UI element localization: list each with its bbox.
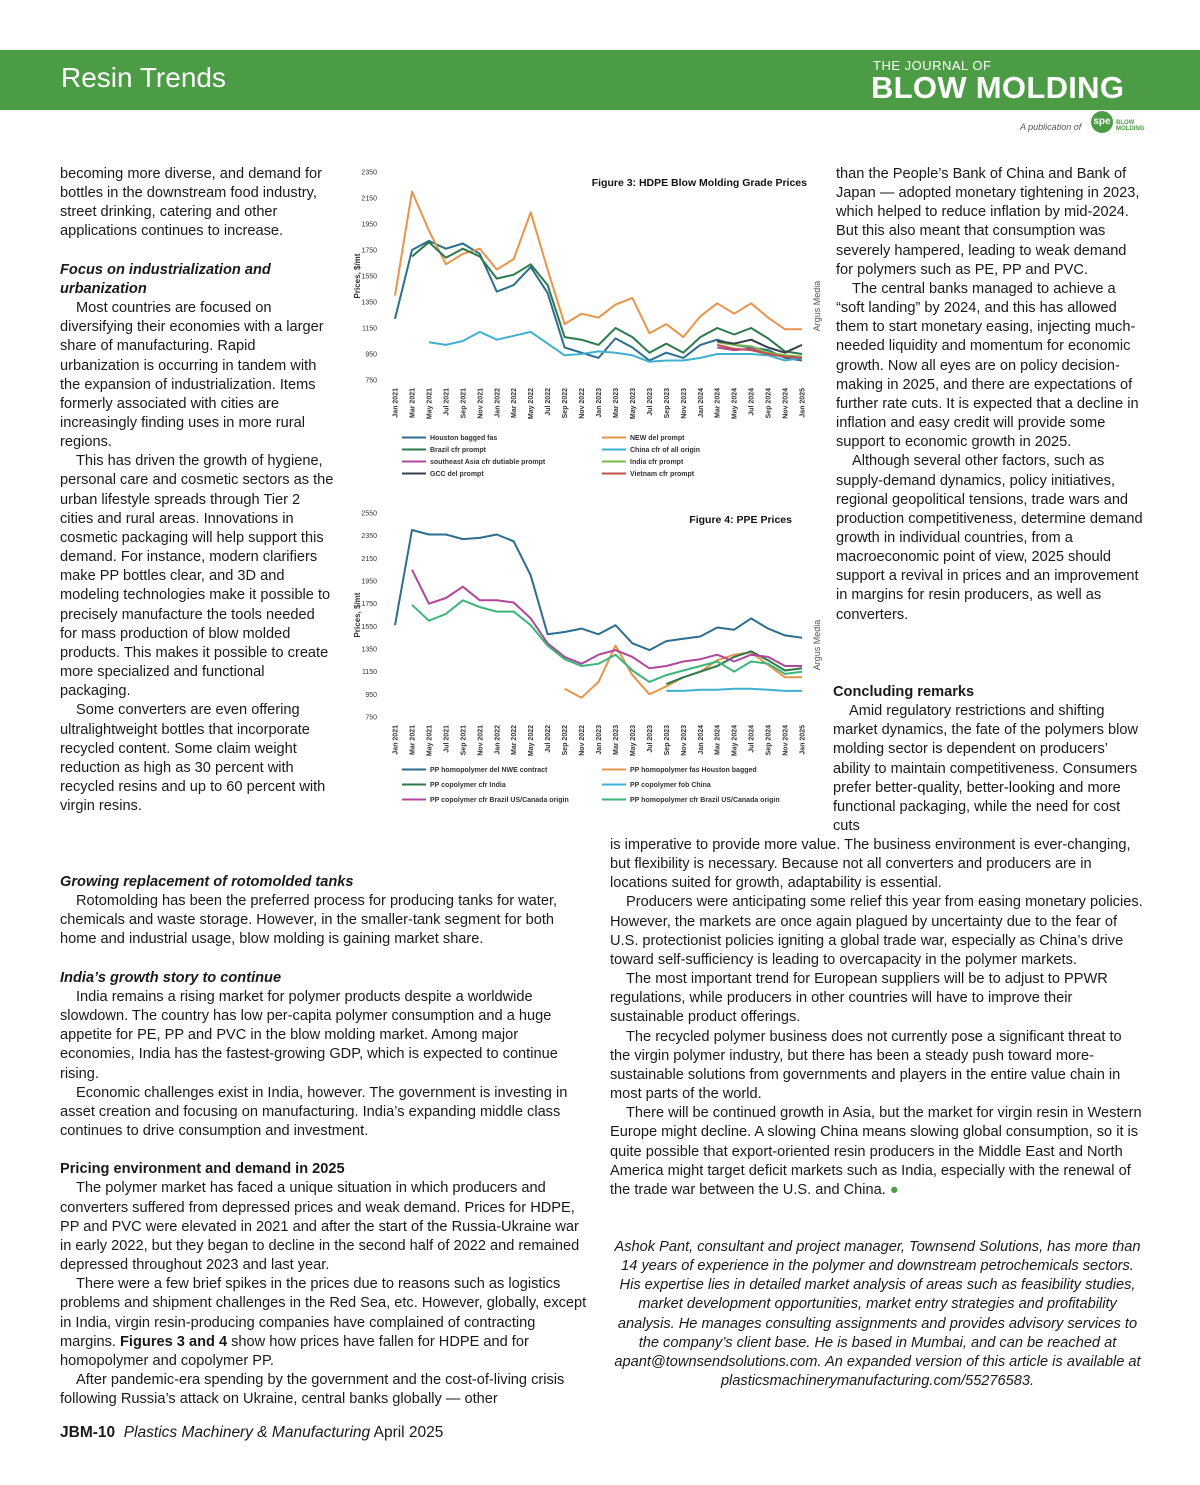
x-tick-label: Jan 2023 <box>596 725 603 755</box>
y-tick-label: 750 <box>365 714 377 722</box>
figure-3-chart <box>340 162 830 492</box>
paragraph: Producers were anticipating some relief this year from easing monetary policies. However, the markets are once again plagued by uncertainty due to the fear of U.S. protectionist policies igniting a global trade war, especially as China’s drive toward self-sufficiency is leading to overcapacity in the polymer markets. <box>610 894 1143 968</box>
paragraph: The central banks managed to achieve a “soft landing” by 2024, and this has allowed them to start monetary easing, injecting much-needed liquidity and momentum for economic growth. Now all eyes are on policy decision-making in 2025, and there are expectations of further rate cuts. It is expected that a decline in inflation and easy credit will provide some support to economic growth in 2025. <box>836 280 1139 451</box>
paragraph: There were a few brief spikes in the prices due to reasons such as logistics problems and shipment challenges in the Red Sea, etc. However, globally, except in India, virgin resin-producing companies have complained of contracting margins. Figures 3 and 4 show how prices have fallen for HDPE and for homopolymer and copolymer PP. <box>60 1276 587 1369</box>
x-tick-label: Jul 2024 <box>748 725 756 753</box>
subheading-pricing: Pricing environment and demand in 2025 <box>60 1161 345 1178</box>
y-axis-label: Prices, $/mt <box>353 592 362 638</box>
subheading-concluding: Concluding remarks <box>833 684 975 700</box>
magazine-name: Plastics Machinery & Manufacturing <box>123 1424 371 1441</box>
x-tick-label: Sep 2022 <box>562 725 570 756</box>
paragraph: becoming more diverse, and demand for bottles in the downstream food industry, street drinking, catering and other applications continues to increase. <box>60 166 323 240</box>
y-tick-label: 1350 <box>361 646 377 654</box>
legend-label: Brazil cfr prompt <box>430 447 487 454</box>
publication-of-label: A publication of <box>1020 122 1082 132</box>
paragraph: Most countries are focused on diversifying their economies with a larger share of manufacturing. Rapid urbanization is occurring in tandem with the expansion of industrialization. Items formerly associated with cities are increasingly finding uses in more rural regions. <box>60 300 324 451</box>
end-mark: ● <box>889 1181 899 1198</box>
y-tick-label: 2550 <box>361 510 377 518</box>
legend-label: PP homopolymer cfr Brazil US/Canada origin <box>630 797 780 804</box>
y-tick-label: 950 <box>365 691 377 699</box>
source-label: Argus Media <box>812 619 822 671</box>
y-tick-label: 2350 <box>361 533 377 541</box>
legend-label: PP homopolymer del NWE contract <box>430 767 548 774</box>
x-tick-label: Jul 2021 <box>443 725 451 753</box>
x-tick-label: Jul 2022 <box>545 388 553 416</box>
chart-title: Figure 4: PPE Prices <box>689 514 792 526</box>
journal-masthead-top: THE JOURNAL OF <box>873 58 992 73</box>
x-tick-label: Nov 2022 <box>579 725 587 756</box>
x-tick-label: May 2021 <box>426 388 434 420</box>
paragraph: India remains a rising market for polymer products despite a worldwide slowdown. The country has low per-capita polymer consumption and a huge appetite for PE, PP and PVC in the blow molding market. Among major economies, India has the fastest-growing GDP, which is expected to continue rising. <box>60 988 558 1082</box>
series-line <box>412 600 802 682</box>
y-tick-label: 2150 <box>361 555 377 563</box>
legend-label: PP homopolymer fas Houston bagged <box>630 767 757 774</box>
x-tick-label: Mar 2024 <box>714 725 722 755</box>
legend-label: PP copolymer fob China <box>630 782 711 789</box>
x-tick-label: Mar 2022 <box>511 388 519 418</box>
y-tick-label: 1550 <box>361 273 377 281</box>
x-tick-label: Jul 2023 <box>646 388 654 416</box>
x-tick-label: Jan 2024 <box>697 388 705 418</box>
author-bio: Ashok Pant, consultant and project manager, Townsend Solutions, has more than 14 years of experience in the polymer and downstream petrochemicals sectors. His expertise lies in detailed market analysis of areas such as feasibility studies, market development opportunities, market entry strategies and profitability analysis. He manages consulting assignments and provides advisory services to the company’s client base. He is based in Mumbai, and can be reached at apant@townsendsolutions.com. An expanded version of this article is available at plasticsmachinerymanufacturing.com/55276583. <box>614 1239 1141 1390</box>
series-line <box>666 689 802 691</box>
paragraph: There will be continued growth in Asia, but the market for virgin resin in Western Europe might decline. A slowing China means slowing global consumption, so it is quite possible that export-oriented resin producers in the Middle East and North America might target deficit markets such as India, especially with the renewal of the trade war between the U.S. and China. ● <box>610 1105 1142 1198</box>
x-tick-label: May 2023 <box>629 388 637 420</box>
x-tick-label: Mar 2021 <box>409 725 417 755</box>
source-label: Argus Media <box>812 280 822 332</box>
y-axis-label: Prices, $/mt <box>353 253 362 299</box>
subheading-focus: Focus on industrialization and urbanization <box>60 261 271 297</box>
x-tick-label: Jan 2025 <box>799 388 807 418</box>
issue-date: April 2025 <box>373 1424 444 1441</box>
page-number: JBM-10 <box>60 1424 116 1441</box>
y-tick-label: 1550 <box>361 623 377 631</box>
paragraph: Although several other factors, such as supply-demand dynamics, policy initiatives, regional geopolitical tensions, trade wars and production competitiveness, determine demand growth in individual countries, from a macroeconomic point of view, 2025 should support a revival in prices and an improvement in margins for resin producers, as well as converters. <box>836 453 1143 623</box>
x-tick-label: May 2022 <box>528 388 536 420</box>
x-tick-label: Nov 2022 <box>579 388 587 419</box>
y-tick-label: 1950 <box>361 221 377 229</box>
spe-logo-text: BLOW MOLDING <box>1116 120 1145 132</box>
x-tick-label: Mar 2023 <box>612 725 620 755</box>
x-tick-label: May 2023 <box>629 725 637 757</box>
x-tick-label: Jul 2021 <box>443 388 451 416</box>
paragraph: The most important trend for European suppliers will be to adjust to PPWR regulations, while producers in other countries will have to improve their sustainable product offerings. <box>610 971 1108 1026</box>
figure-3-svg <box>340 162 830 492</box>
figure-4-chart <box>340 505 830 815</box>
article-column-lower-right <box>610 836 1145 1200</box>
legend-label: India cfr prompt <box>630 459 684 466</box>
x-tick-label: Jan 2022 <box>494 725 502 755</box>
paragraph: Rotomolding has been the preferred process for producing tanks for water, chemicals and waste storage. However, in the smaller-tank segment for both home and industrial usage, blow molding is gaining market share. <box>60 893 558 948</box>
x-tick-label: Mar 2022 <box>511 725 519 755</box>
paragraph: This has driven the growth of hygiene, personal care and cosmetic sectors as the urban lifestyle spreads through Tier 2 cities and rural areas. Innovations in cosmetic packaging will help support this demand. For instance, modern clarifiers make PP bottles clear, and 3D and modeling technologies make it possible to precisely manufacture the tools needed for mass production of blow molded products. This makes it possible to create more specialized and functional packaging. <box>60 453 334 700</box>
series-line <box>666 651 802 684</box>
paragraph: is imperative to provide more value. The business environment is ever-changing, but flexibility is necessary. Because not all converters and producers are in locations suited for growth, adaptability is essential. <box>610 837 1131 892</box>
legend-label: GCC del prompt <box>430 471 484 478</box>
y-tick-label: 1950 <box>361 578 377 586</box>
x-tick-label: Nov 2021 <box>477 725 485 756</box>
paragraph: Some converters are even offering ultralightweight bottles that incorporate recycled content. Some claim weight reduction as high as 30 percent with recycled resins and up to 60 percent with virgin resins. <box>60 702 326 815</box>
legend-label: Vietnam cfr prompt <box>630 471 695 478</box>
article-column-right-concluding <box>833 683 1148 836</box>
x-tick-label: Jul 2022 <box>545 725 553 753</box>
x-tick-label: Jan 2023 <box>596 388 603 418</box>
chart-title: Figure 3: HDPE Blow Molding Grade Prices <box>591 177 807 189</box>
x-tick-label: Nov 2021 <box>477 388 485 419</box>
x-tick-label: Sep 2022 <box>562 388 570 419</box>
article-column-right <box>836 165 1146 625</box>
x-tick-label: Jan 2021 <box>392 388 400 418</box>
x-tick-label: Jan 2022 <box>494 388 502 418</box>
x-tick-label: Sep 2023 <box>663 725 671 756</box>
y-tick-label: 750 <box>365 377 377 385</box>
x-tick-label: Sep 2024 <box>765 388 773 419</box>
legend-label: PP copolymer cfr India <box>430 782 506 789</box>
x-tick-label: Jul 2024 <box>748 388 756 416</box>
x-tick-label: Jan 2021 <box>392 725 400 755</box>
section-title: Resin Trends <box>61 62 226 93</box>
legend-label: NEW del prompt <box>630 435 685 442</box>
page-footer <box>60 1424 443 1442</box>
x-tick-label: Mar 2023 <box>612 388 620 418</box>
x-tick-label: Sep 2021 <box>460 725 468 756</box>
x-tick-label: May 2022 <box>528 725 536 757</box>
y-tick-label: 1750 <box>361 601 377 609</box>
journal-masthead-name: BLOW MOLDING <box>871 70 1125 105</box>
legend-label: southeast Asia cfr dutiable prompt <box>430 459 546 466</box>
x-tick-label: Nov 2023 <box>680 388 688 419</box>
paragraph: After pandemic-era spending by the government and the cost-of-living crisis following Russia’s attack on Ukraine, central banks globally — other <box>60 1372 565 1408</box>
y-tick-label: 1150 <box>361 669 377 677</box>
legend-label: PP copolymer cfr Brazil US/Canada origin <box>430 797 569 804</box>
x-tick-label: Sep 2023 <box>663 388 671 419</box>
x-tick-label: Nov 2023 <box>680 725 688 756</box>
y-tick-label: 1150 <box>361 325 377 333</box>
x-tick-label: Jan 2024 <box>697 725 705 755</box>
x-tick-label: Mar 2021 <box>409 388 417 418</box>
series-line <box>395 192 802 338</box>
paragraph: Economic challenges exist in India, however. The government is investing in asset creation and focusing on manufacturing. India’s expanding middle class continues to drive consumption and investment. <box>60 1084 568 1140</box>
article-column-lower-left <box>60 873 592 1409</box>
y-tick-label: 1750 <box>361 247 377 255</box>
y-tick-label: 1350 <box>361 299 377 307</box>
x-tick-label: Sep 2024 <box>765 725 773 756</box>
subheading-tanks: Growing replacement of rotomolded tanks <box>60 874 354 890</box>
x-tick-label: May 2024 <box>731 725 739 757</box>
subheading-india: India’s growth story to continue <box>60 969 282 986</box>
x-tick-label: Jul 2023 <box>646 725 654 753</box>
figure-4-svg <box>340 505 830 815</box>
figure-reference: Figures 3 and 4 <box>120 1333 228 1350</box>
y-tick-label: 2350 <box>361 169 377 177</box>
x-tick-label: Sep 2021 <box>460 388 468 419</box>
legend-label: Houston bagged fas <box>430 435 498 442</box>
x-tick-label: May 2021 <box>426 725 434 757</box>
y-tick-label: 950 <box>365 351 377 359</box>
y-tick-label: 2150 <box>361 195 377 203</box>
paragraph: than the People’s Bank of China and Bank of Japan — adopted monetary tightening in 2023, which helped to reduce inflation by mid-2024. But this also meant that consumption was severely hampered, leading to weak demand for polymers such as PE, PP and PVC. <box>836 166 1140 278</box>
x-tick-label: May 2024 <box>731 388 739 420</box>
paragraph: The recycled polymer business does not currently pose a significant threat to the virgin polymer industry, but there has been a steady push toward more-sustainable solutions from governments and players in the entire value chain in most parts of the world. <box>610 1028 1122 1103</box>
spe-logo: spe <box>1091 111 1113 133</box>
x-tick-label: Nov 2024 <box>782 725 790 756</box>
x-tick-label: Nov 2024 <box>782 388 790 419</box>
x-tick-label: Mar 2024 <box>714 388 722 418</box>
paragraph: Amid regulatory restrictions and shifting market dynamics, the fate of the polymers blow molding sector is dependent on producers’ ability to maintain competitiveness. Consumers prefer better-quality, better-looking and more functional packaging, while the need for cost cuts <box>833 703 1138 835</box>
paragraph: The polymer market has faced a unique situation in which producers and converters suffered from depressed prices and weak demand. Prices for HDPE, PP and PVC were elevated in 2021 and after the start of the Russia-Ukraine war in early 2022, but they began to decline in the second half of 2022 and remained depressed throughout 2023 and last year. <box>60 1180 580 1274</box>
x-tick-label: Jan 2025 <box>799 725 807 755</box>
article-column-left <box>60 165 335 816</box>
legend-label: China cfr of all origin <box>630 447 701 454</box>
